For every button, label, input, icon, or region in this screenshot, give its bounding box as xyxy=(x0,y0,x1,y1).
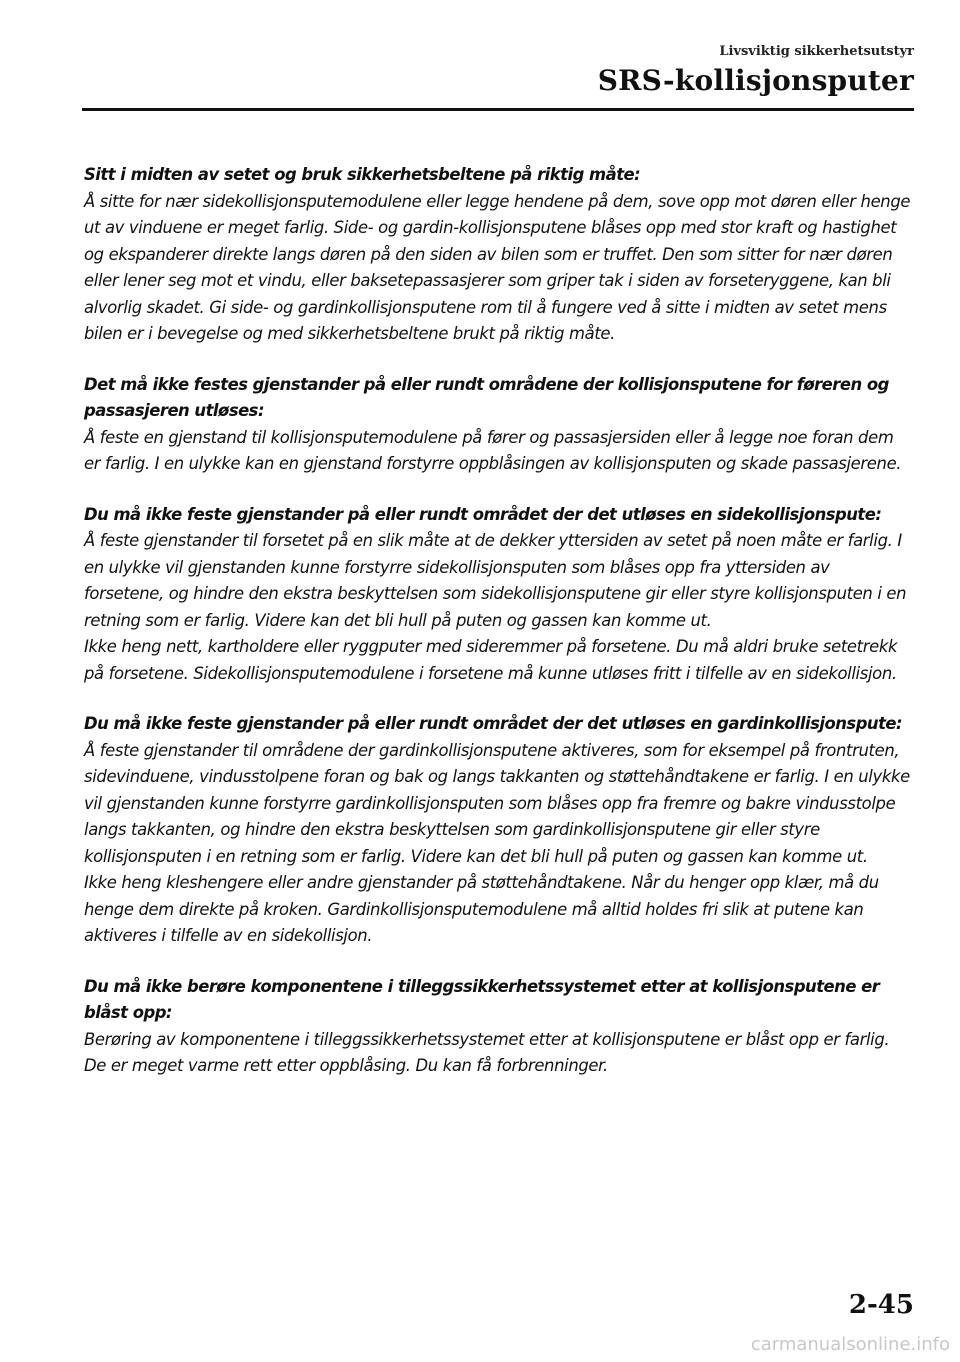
section-side-airbag xyxy=(84,502,914,688)
chapter-subtitle: Livsviktig sikkerhetsutstyr xyxy=(719,44,914,59)
header-rule xyxy=(82,108,914,111)
warning-content xyxy=(84,162,914,1104)
section-paragraph: Å sitte for nær sidekollisjonsputemodulene eller legge hendene på dem, sove opp mot døren eller henge ut av vinduene er meget farlig. Side- og gardin-kollisjonsputene blåses opp med stor kraft og hastighet og ekspanderer direkte langs døren på den siden av bilen som er truffet. Den som sitter for nær døren eller lener seg mot et vindu, eller baksetepassasjerer som griper tak i siden av forseteryggene, kan bli alvorlig skadet. Gi side- og gardinkollisjonsputene rom til å fungere ved å sitte i midten av setet mens bilen er i bevegelse og med sikkerhetsbeltene brukt på riktig måte. xyxy=(84,191,911,343)
section-sit-middle xyxy=(84,162,914,348)
section-heading: Du må ikke berøre komponentene i tilleggssikkerhetssystemet etter at kollisjonsputene er blåst opp: xyxy=(84,976,880,1022)
section-dont-touch xyxy=(84,974,914,1080)
watermark: carmanualsonline.info xyxy=(750,1334,950,1355)
section-heading: Du må ikke feste gjenstander på eller rundt området der det utløses en gardinkollisjonspute: xyxy=(84,714,903,733)
section-heading: Sitt i midten av setet og bruk sikkerhetsbeltene på riktig måte: xyxy=(84,165,641,184)
page-number: 2-45 xyxy=(848,1290,914,1320)
section-paragraph: Å feste gjenstander til forsetet på en slik måte at de dekker yttersiden av setet på noen måte er farlig. I en ulykke vil gjenstanden kunne forstyrre sidekollisjonsputen som blåses opp fra yttersiden av forsetene, og hindre den ekstra beskyttelsen som sidekollisjonsputene gir eller styre kollisjonsputen i en retning som er farlig. Videre kan det bli hull på puten og gassen kan komme ut. xyxy=(84,531,907,630)
page-title: SRS-kollisjonsputer xyxy=(597,64,914,97)
section-paragraph: Berøring av komponentene i tilleggssikkerhetssystemet etter at kollisjonsputene er blåst opp er farlig. De er meget varme rett etter oppblåsing. Du kan få forbrenninger. xyxy=(84,1029,890,1075)
section-front-airbags xyxy=(84,372,914,478)
section-heading: Det må ikke festes gjenstander på eller rundt områdene der kollisjonsputene for føreren og passasjeren utløses: xyxy=(84,374,889,420)
section-paragraph: Å feste en gjenstand til kollisjonsputemodulene på fører og passasjersiden eller å legge noe foran dem er farlig. I en ulykke kan en gjenstand forstyrre oppblåsingen av kollisjonsputen og skade passasjerene. xyxy=(84,427,902,473)
section-paragraph: Ikke heng nett, kartholdere eller ryggputer med sideremmer på forsetene. Du må aldri bruke setetrekk på forsetene. Sidekollisjonsputemodulene i forsetene må kunne utløses fritt i tilfelle av en sidekollisjon. xyxy=(84,637,898,683)
section-paragraph: Å feste gjenstander til områdene der gardinkollisjonsputene aktiveres, som for eksempel på frontruten, sidevinduene, vindusstolpene foran og bak og langs takkanten og støttehåndtakene er farlig. I en ulykke vil gjenstanden kunne forstyrre gardinkollisjonsputen som blåses opp fra fremre og bakre vindusstolpe langs takkanten, og hindre den ekstra beskyttelsen som gardinkollisjonsputene gir eller styre kollisjonsputen i en retning som er farlig. Videre kan det bli hull på puten og gassen kan komme ut. xyxy=(84,740,910,866)
section-heading: Du må ikke feste gjenstander på eller rundt området der det utløses en sidekollisjonspute: xyxy=(84,504,882,524)
section-curtain-airbag xyxy=(84,711,914,950)
section-paragraph: Ikke heng kleshengere eller andre gjenstander på støttehåndtakene. Når du henger opp klær, må du henge dem direkte på kroken. Gardinkollisjonsputemodulene må alltid holdes fri slik at putene kan aktiveres i tilfelle av en sidekollisjon. xyxy=(84,873,879,945)
